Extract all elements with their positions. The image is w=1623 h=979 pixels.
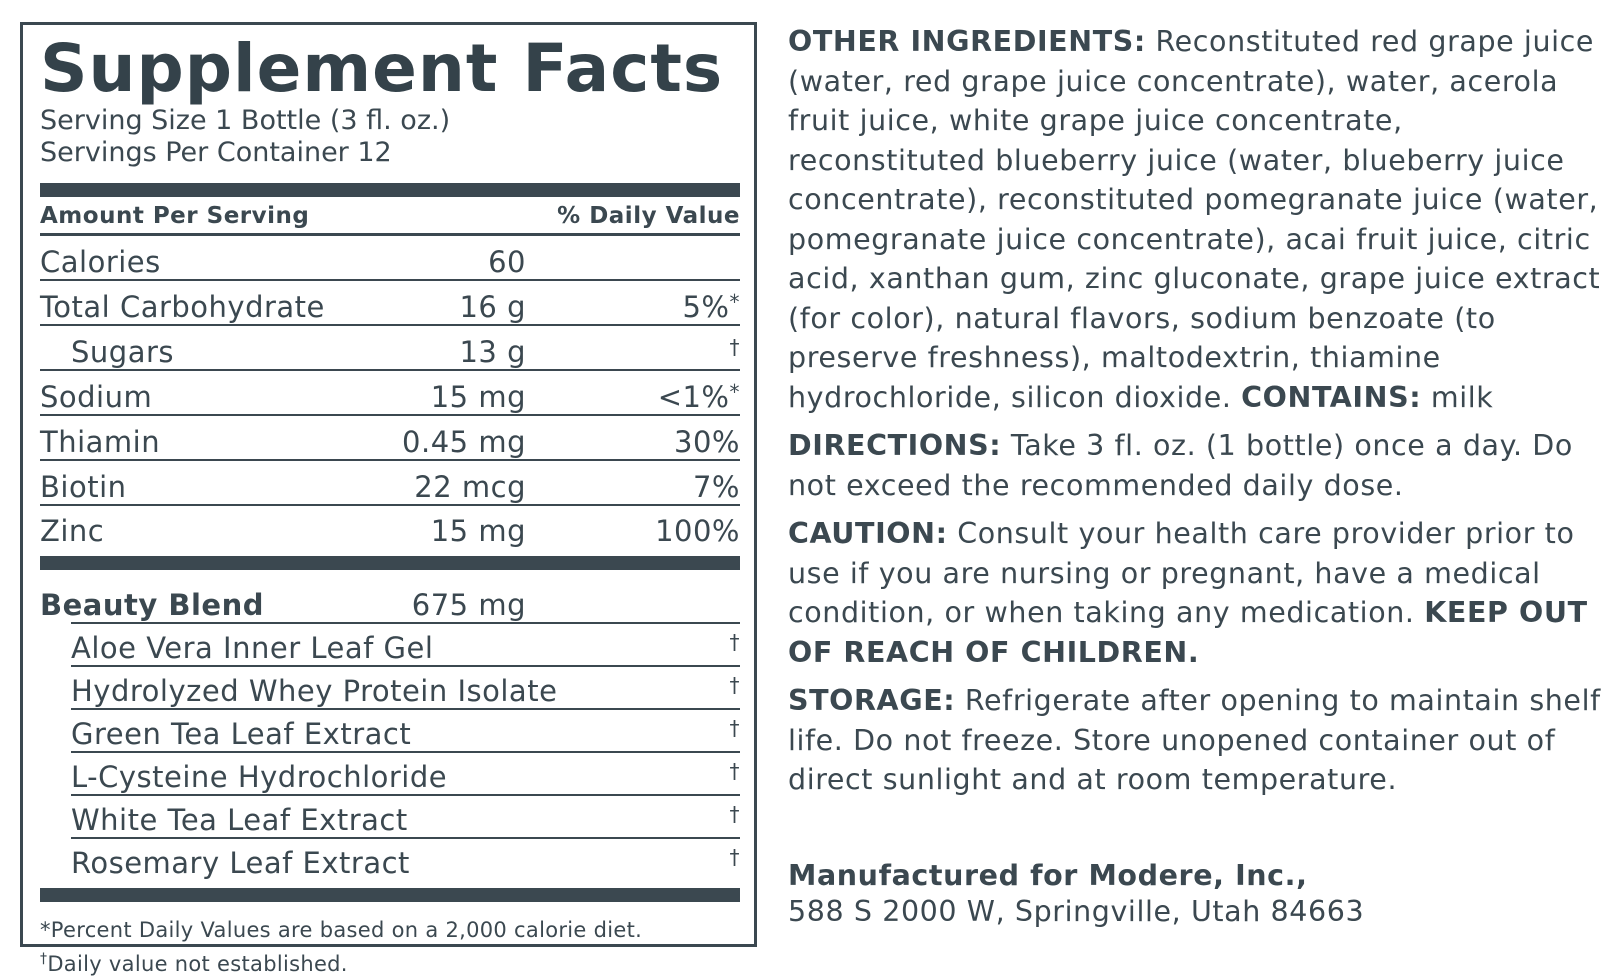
serving-size: Serving Size 1 Bottle (3 fl. oz.) [40,105,451,136]
nutrient-row-zinc [40,506,740,548]
ingredient-name: Aloe Vera Inner Leaf Gel [71,631,434,665]
ingredient-name: Green Tea Leaf Extract [71,717,412,751]
footnotes [40,916,740,979]
dagger-mark: † [729,759,740,783]
dagger-mark: † [729,845,740,869]
dagger-mark: † [729,716,740,740]
other-ingredients-heading: OTHER INGREDIENTS: [788,25,1146,58]
blend-row [40,570,740,622]
other-ingredients-text: Reconstituted red grape juice (water, red grape juice concentrate), water, acerola fruit juice, white grape juice concentrate, reconstituted blueberry juice (water, blueberry juice concentrate), reconstituted pomegranate juice (water, pomegranate juice concentrate), acai fruit juice, citric acid, xanthan gum, zinc gluconate, grape juice extract (for color), natural flavors, sodium benzoate (to preserve freshness), maltodextrin, thiamine hydrochloride, silicon dioxide. [788,25,1601,414]
ingredient-name: L-Cysteine Hydrochloride [71,760,448,794]
manufacturer-block [788,858,1608,930]
ingredient-name: Rosemary Leaf Extract [71,846,410,880]
directions-text: Take 3 fl. oz. (1 bottle) once a day. Do not exceed the recommended daily dose. [788,429,1573,502]
nutrient-dv: 100% [655,514,740,548]
keep-out-of-reach-warning: KEEP OUT OF REACH OF CHILDREN. [788,596,1588,669]
amount-per-serving-header: Amount Per Serving [40,203,310,229]
nutrient-name: Thiamin [40,425,161,459]
thick-divider [40,183,740,197]
nutrient-row-sodium [40,371,740,414]
nutrient-row-biotin [40,461,740,504]
storage-text: Refrigerate after opening to maintain shelf life. Do not freeze. Store unopened container out of direct sunlight and at room temperature. [788,684,1601,796]
nutrient-dv: 7% [692,470,740,504]
nutrient-name: Sodium [40,380,153,414]
blend-name: Beauty Blend [40,588,264,622]
directions [788,426,1608,505]
ingredient-name: Hydrolyzed Whey Protein Isolate [71,674,558,708]
nutrient-amount: 15 mg [430,380,526,414]
blend-ingredient-row [71,710,740,751]
storage-heading: STORAGE: [788,684,956,717]
manufacturer-address: 588 S 2000 W, Springville, Utah 84663 [788,894,1365,928]
nutrient-amount: 22 mcg [414,470,526,504]
daily-value-header: % Daily Value [557,203,740,229]
nutrient-amount: 13 g [459,335,526,369]
blend-amount: 675 mg [411,588,526,622]
contains-text: milk [1421,380,1494,414]
footnote-daily-values: *Percent Daily Values are based on a 2,000 calorie diet. [40,918,643,942]
thick-divider [40,556,740,570]
nutrient-name: Total Carbohydrate [40,290,325,324]
blend-ingredient-row [71,667,740,708]
blend-ingredient-row [71,753,740,794]
ingredient-name: White Tea Leaf Extract [71,803,408,837]
nutrient-dv: <1%* [657,380,740,414]
nutrient-dv: 30% [674,425,740,459]
servings-per-container: Servings Per Container 12 [40,137,392,168]
caution-heading: CAUTION: [788,517,948,550]
footnote-not-established: †Daily value not established. [40,951,348,976]
label-text-panel [788,22,1608,930]
blend-ingredient-row [71,796,740,837]
nutrient-dv: † [729,335,740,359]
nutrient-dv: 5%* [682,290,740,324]
storage [788,681,1608,800]
dagger-mark: † [729,673,740,697]
thick-divider [40,888,740,902]
dagger-mark: † [729,802,740,826]
manufacturer-name: Manufactured for Modere, Inc., [788,858,1308,892]
nutrient-amount: 15 mg [430,514,526,548]
nutrient-row-carbohydrate [40,281,740,324]
nutrient-name: Biotin [40,470,127,504]
dagger-mark: † [729,630,740,654]
nutrient-row-calories [40,236,740,279]
nutrient-row-sugars [40,326,740,369]
blend-ingredient-row [71,839,740,880]
supplement-facts-panel [20,22,757,976]
caution [788,514,1608,672]
nutrient-name: Sugars [71,335,174,369]
nutrient-row-thiamin [40,416,740,459]
nutrient-name: Zinc [40,514,105,548]
nutrient-amount: 0.45 mg [402,425,526,459]
facts-title: Supplement Facts [40,30,724,107]
column-header [40,197,740,233]
nutrient-name: Calories [40,245,161,279]
blend-ingredient-row [71,624,740,665]
nutrient-amount: 60 [488,245,526,279]
other-ingredients [788,22,1608,417]
caution-text: Consult your health care provider prior to use if you are nursing or pregnant, have a medical condition, or when taking any medication. [788,517,1575,629]
directions-heading: DIRECTIONS: [788,429,1002,462]
nutrient-amount: 16 g [459,290,526,324]
contains-heading: CONTAINS: [1241,380,1422,414]
